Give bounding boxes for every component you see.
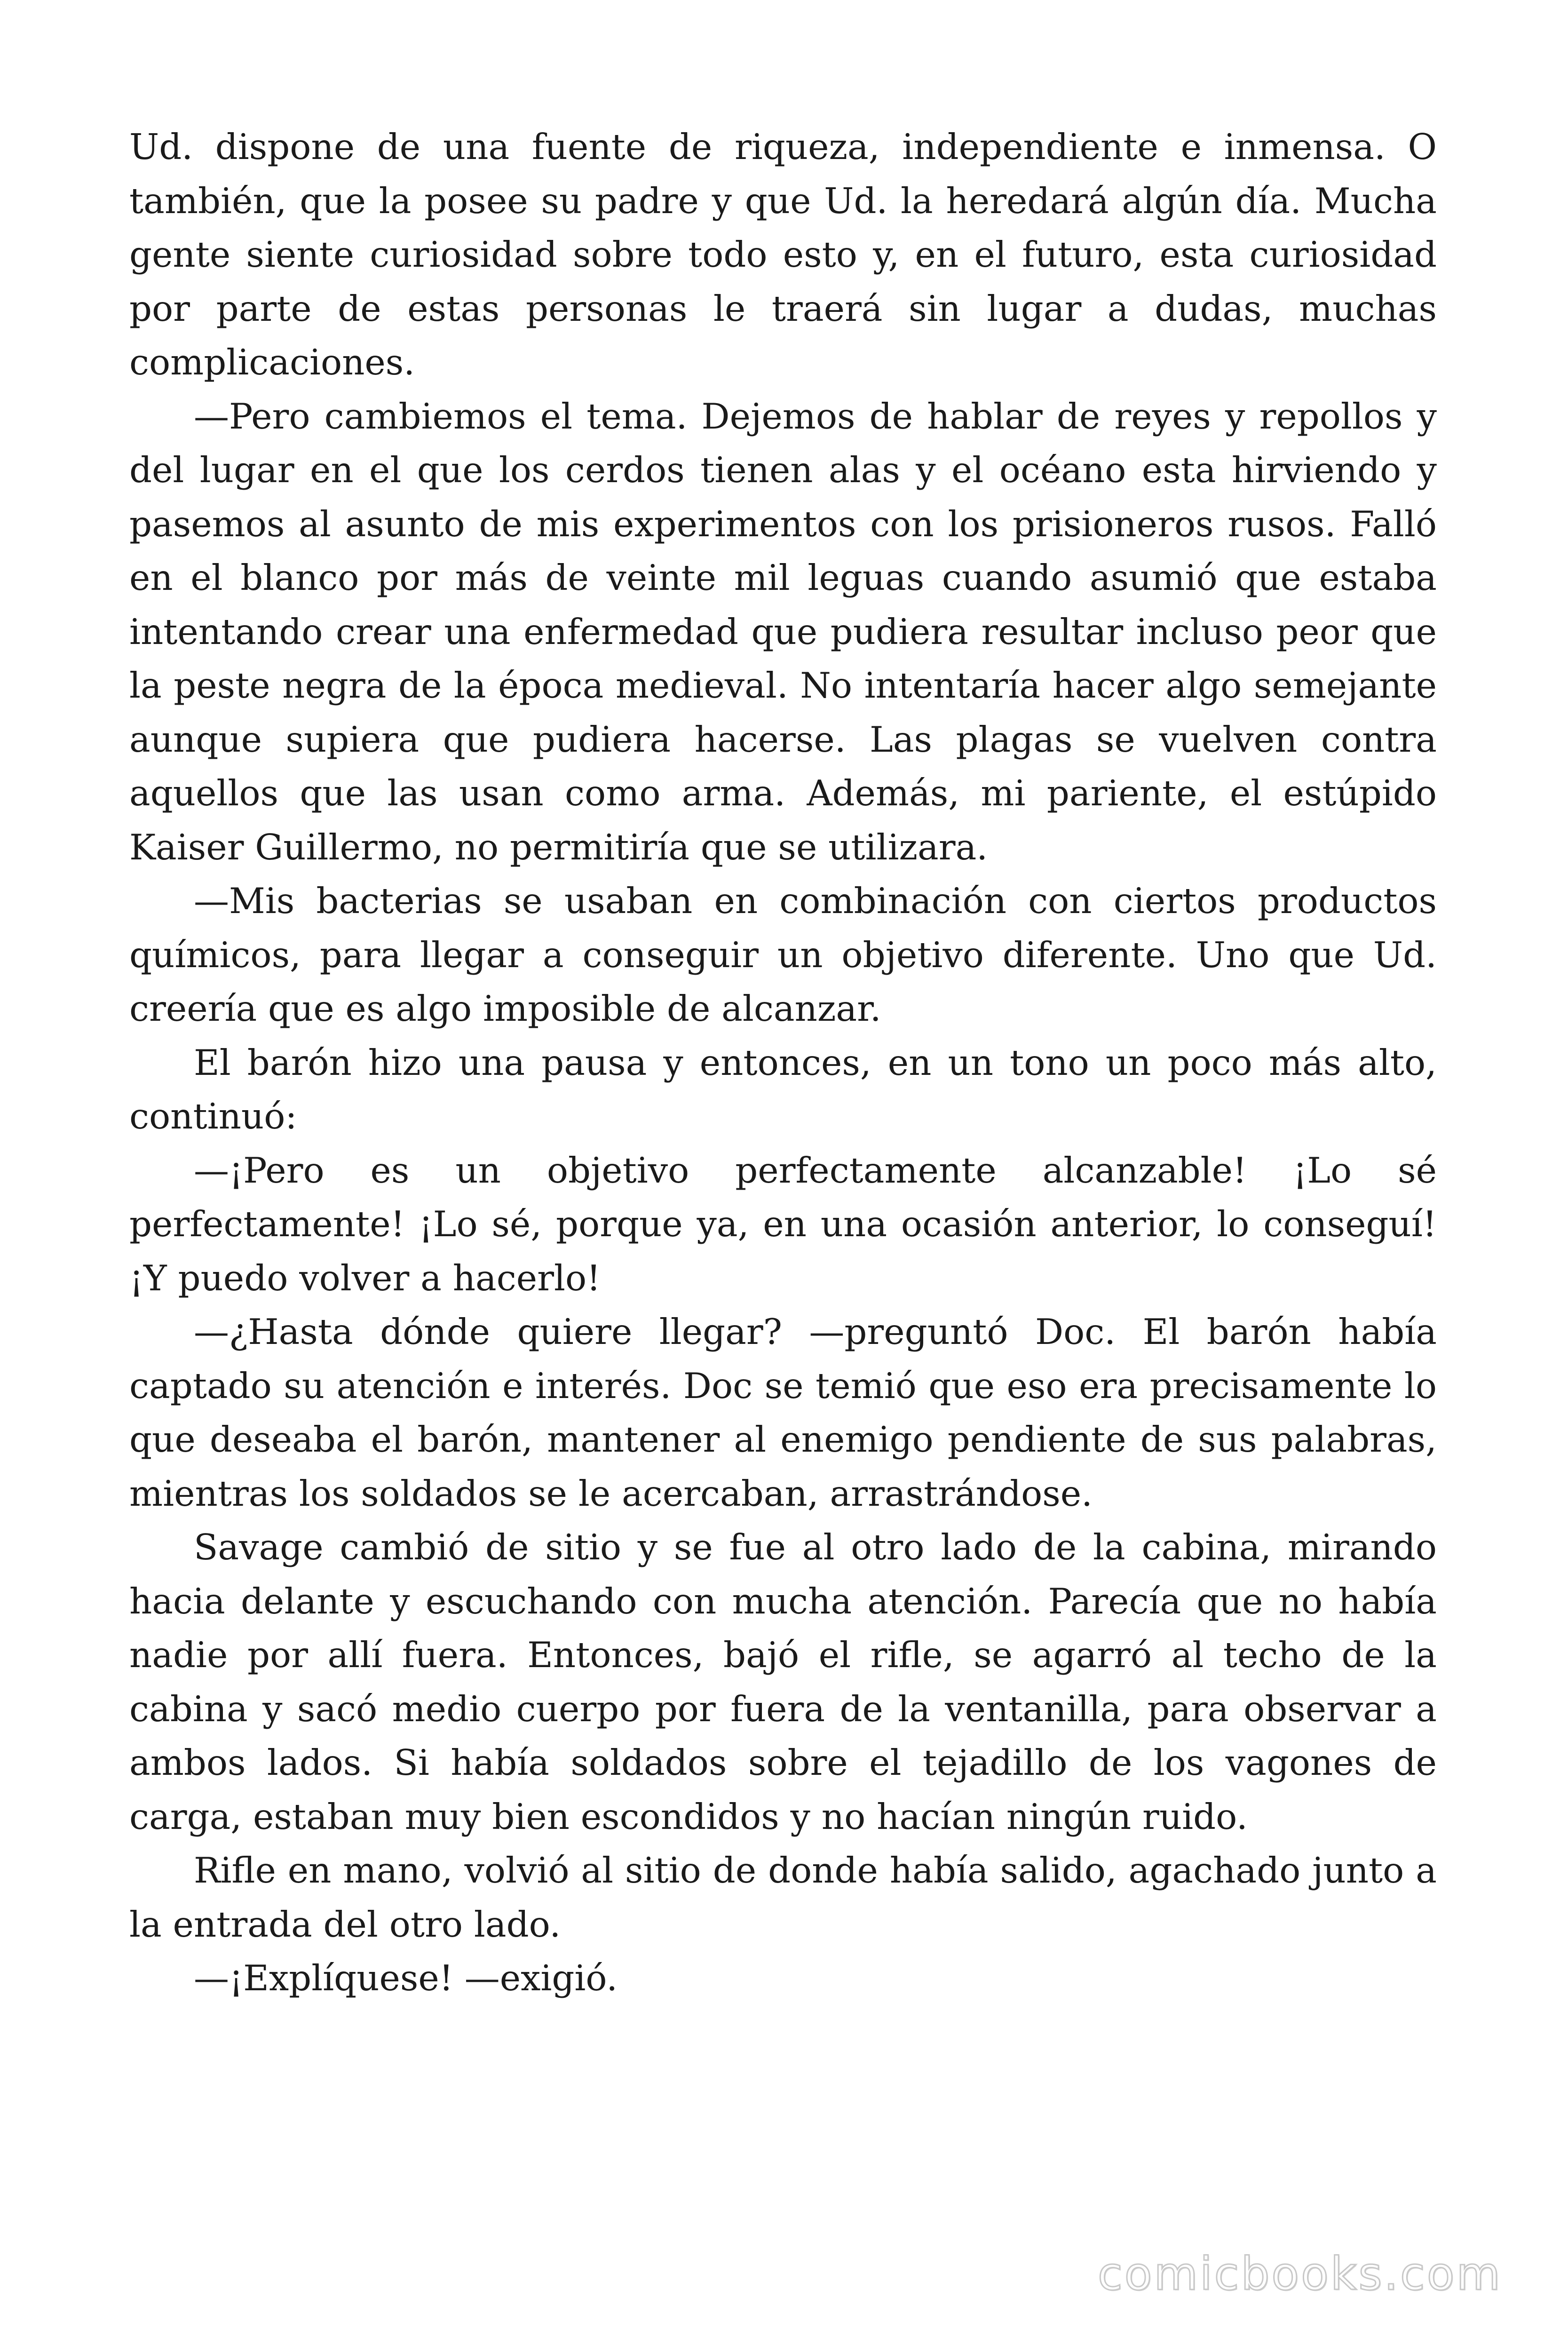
paragraph-2: —Pero cambiemos el tema. Dejemos de hablar de reyes y repollos y del lugar en el que los cerdos tienen alas y el océano esta hirviendo y pasemos al asunto de mis experimentos con los prisioneros rusos. Falló en el blanco por más de veinte mil leguas cuando asumió que estaba intentando crear una enfermedad que pudiera resultar incluso peor que la peste negra de la época medieval. No intentaría hacer algo semejante aunque supiera que pudiera hacerse. Las plagas se vuelven contra aquellos que las usan como arma. Además, mi pariente, el estúpido Kaiser Guillermo, no permitiría que se utilizara. (129, 395, 1437, 868)
paragraph-6: —¿Hasta dónde quiere llegar? —preguntó Doc. El barón había captado su atención e interés. Doc se temió que eso era precisamente lo que deseaba el barón, mantener al enemigo pendiente de sus palabras, mientras los soldados se le acercaban, arrastrándose. (129, 1311, 1437, 1514)
watermark: comicbooks.com (1097, 2248, 1502, 2300)
paragraph-1: Ud. dispone de una fuente de riqueza, independiente e inmensa. O también, que la posee su padre y que Ud. la heredará algún día. Mucha gente siente curiosidad sobre todo esto y, en el futuro, esta curiosidad por parte de estas personas le traerá sin lugar a dudas, muchas complicaciones. (129, 126, 1437, 383)
paragraph-9: —¡Explíquese! —exigió. (194, 1957, 618, 1999)
paragraph-5: —¡Pero es un objetivo perfectamente alcanzable! ¡Lo sé perfectamente! ¡Lo sé, porque ya, en una ocasión anterior, lo conseguí! ¡Y puedo volver a hacerlo! (129, 1149, 1437, 1299)
body-text (129, 120, 1437, 2005)
paragraph-7: Savage cambió de sitio y se fue al otro lado de la cabina, mirando hacia delante y escuchando con mucha atención. Parecía que no había nadie por allí fuera. Entonces, bajó el rifle, se agarró al techo de la cabina y sacó medio cuerpo por fuera de la ventanilla, para observar a ambos lados. Si había soldados sobre el tejadillo de los vagones de carga, estaban muy bien escondidos y no hacían ningún ruido. (129, 1526, 1437, 1837)
paragraph-8: Rifle en mano, volvió al sitio de donde había salido, agachado junto a la entrada del otro lado. (129, 1850, 1437, 1945)
paragraph-4: El barón hizo una pausa y entonces, en un tono un poco más alto, continuó: (129, 1041, 1437, 1137)
paragraph-3: —Mis bacterias se usaban en combinación con ciertos productos químicos, para llegar a conseguir un objetivo diferente. Uno que Ud. creería que es algo imposible de alcanzar. (129, 880, 1437, 1029)
